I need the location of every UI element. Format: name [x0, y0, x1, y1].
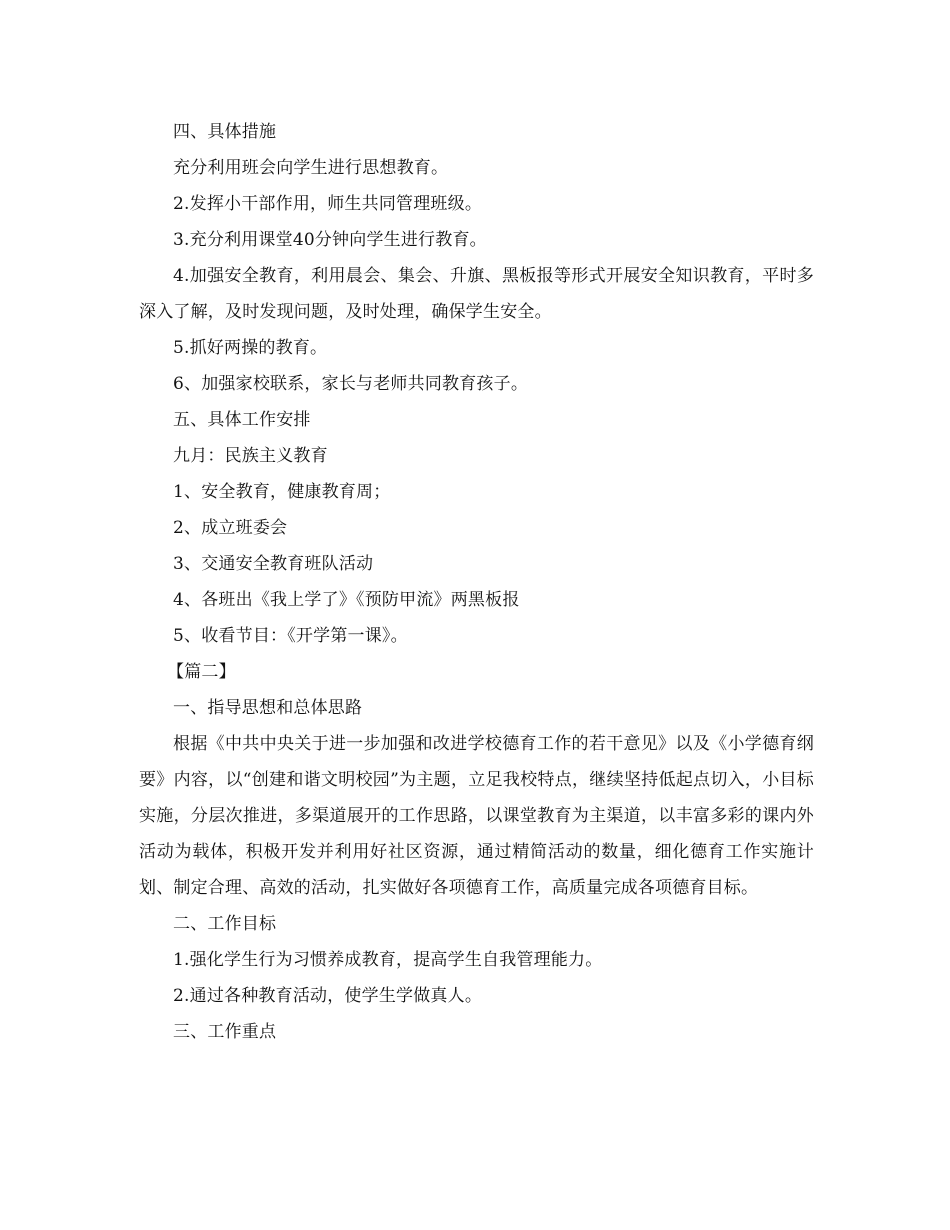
document-body	[139, 114, 814, 1050]
heading-work-goals: 二、工作目标	[173, 914, 277, 934]
heading-specific-measures: 四、具体措施	[173, 122, 277, 142]
paragraph-safety-education: 4.加强安全教育，利用晨会、集会、升旗、黑板报等形式开展安全知识教育，平时多深入了解，及时发现问题，及时处理，确保学生安全。	[139, 266, 814, 322]
paragraph-two-exercises: 5.抓好两操的教育。	[173, 338, 328, 358]
paragraph-guiding-thought: 根据《中共中央关于进一步加强和改进学校德育工作的若干意见》以及《小学德育纲要》内容，以“创建和谐文明校园”为主题，立足我校特点，继续坚持低起点切入，小目标实施，分层次推进，多渠道展开的工作思路，以课堂教育为主渠道，以丰富多彩的课内外活动为载体，积极开发并利用好社区资源，通过精简活动的数量，细化德育工作实施计划、制定合理、高效的活动，扎实做好各项德育工作，高质量完成各项德育目标。	[139, 734, 814, 898]
section-heading-part-two: 【篇二】	[167, 662, 236, 682]
heading-guiding-thought: 一、指导思想和总体思路	[173, 698, 363, 718]
list-item-blackboard-reports: 4、各班出《我上学了》《预防甲流》两黑板报	[173, 590, 520, 610]
list-item-traffic-safety: 3、交通安全教育班队活动	[173, 554, 374, 574]
heading-work-arrangement: 五、具体工作安排	[173, 410, 311, 430]
list-item-education-activities: 2.通过各种教育活动，使学生学做真人。	[173, 986, 483, 1006]
paragraph-classroom-40-minutes: 3.充分利用课堂40分钟向学生进行教育。	[173, 230, 487, 250]
paragraph-home-school-contact: 6、加强家校联系，家长与老师共同教育孩子。	[173, 374, 529, 394]
list-item-watch-program: 5、收看节目：《开学第一课》。	[173, 626, 408, 646]
list-item-safety-week: 1、安全教育，健康教育周；	[173, 482, 391, 502]
heading-work-focus: 三、工作重点	[173, 1022, 277, 1042]
list-item-behavior-habits: 1.强化学生行为习惯养成教育，提高学生自我管理能力。	[173, 950, 603, 970]
paragraph-september-theme: 九月：民族主义教育	[173, 446, 328, 466]
list-item-class-committee: 2、成立班委会	[173, 518, 288, 538]
paragraph-student-cadres: 2.发挥小干部作用，师生共同管理班级。	[173, 194, 483, 214]
paragraph-class-meeting: 充分利用班会向学生进行思想教育。	[173, 158, 449, 178]
